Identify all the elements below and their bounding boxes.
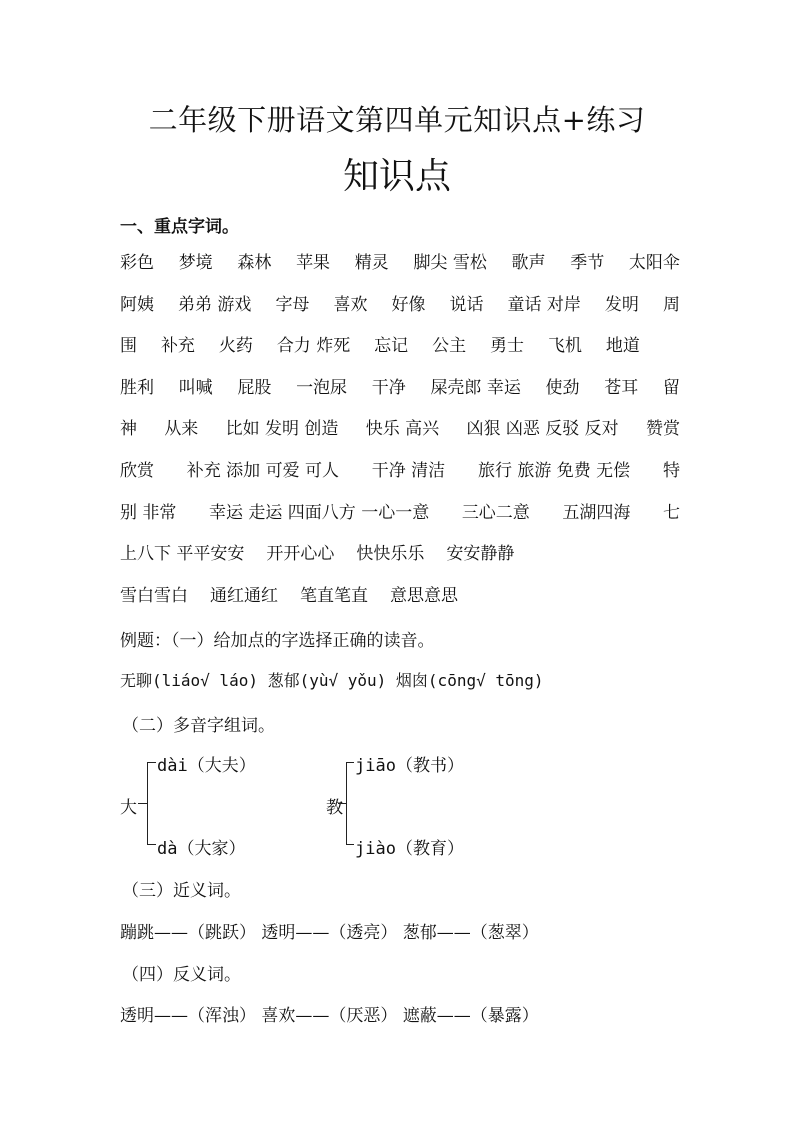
vocab-line	[120, 375, 680, 417]
vocab-word: 快乐 高兴	[365, 419, 440, 440]
vocab-block	[120, 250, 680, 624]
pinyin-choice-line: 无聊(liáo√ láo) 葱郁(yù√ yǒu) 烟囱(cōng√ tōng)	[120, 671, 544, 690]
vocab-word: 五湖四海	[562, 502, 631, 523]
vocab-line	[120, 500, 680, 542]
vocab-word: 地道	[605, 336, 640, 357]
document-subtitle: 知识点	[342, 156, 451, 197]
vocab-word: 使劲	[545, 377, 580, 398]
vocab-word: 好像	[391, 294, 426, 315]
bracket-line	[346, 762, 347, 844]
vocab-word: 笔直笔直	[300, 585, 368, 606]
vocab-word: 合力 炸死	[276, 336, 351, 357]
vocab-line	[120, 333, 680, 375]
bracket-tick	[138, 803, 147, 804]
bracket-tick	[346, 844, 354, 845]
vocab-word: 脚尖 雪松	[413, 253, 487, 273]
vocab-word: 季节	[570, 253, 605, 273]
polyphone-char: 大	[120, 798, 137, 818]
vocab-word: 飞机	[547, 336, 582, 357]
vocab-word: 忘记	[374, 336, 409, 357]
vocab-word: 周	[662, 294, 680, 315]
vocab-word: 干净	[371, 377, 406, 398]
vocab-word: 补充	[160, 336, 195, 357]
vocab-word: 意思意思	[390, 585, 458, 606]
vocab-word: 公主	[432, 336, 467, 357]
vocab-line	[120, 416, 680, 458]
vocab-word: 干净 清洁	[371, 460, 446, 481]
vocab-word: 说话	[449, 294, 484, 315]
vocab-word: 字母	[275, 294, 310, 315]
vocab-line	[120, 541, 680, 583]
vocab-word: 童话 对岸	[507, 294, 581, 315]
vocab-word: 屁股	[237, 377, 272, 398]
polyphone-reading: jiào（教育）	[355, 839, 464, 859]
vocab-word: 快快乐乐	[356, 544, 425, 565]
antonym-line: 透明——（浑浊） 喜欢——（厌恶） 遮蔽——（暴露）	[120, 1006, 539, 1026]
vocab-word: 歌声	[511, 253, 546, 273]
bracket-tick	[147, 762, 156, 763]
example-question-label: 例题：（一）给加点的字选择正确的读音。	[120, 631, 435, 651]
vocab-word: 屎壳郎 幸运	[430, 377, 521, 398]
vocab-word: 叫喊	[178, 377, 213, 398]
vocab-word: 留	[662, 377, 680, 398]
polyphone-char: 教	[326, 798, 343, 818]
vocab-word: 勇士	[490, 336, 525, 357]
synonym-section-label: （三）近义词。	[122, 881, 241, 901]
polyphone-reading: dà（大家）	[157, 839, 246, 859]
vocab-word: 森林	[237, 253, 272, 273]
vocab-word: 欣赏	[120, 460, 154, 481]
vocab-word: 三心二意	[461, 502, 530, 523]
antonym-section-label: （四）反义词。	[122, 965, 241, 985]
vocab-word: 围	[120, 336, 137, 357]
vocab-word: 从来	[164, 419, 199, 440]
vocab-word: 苍耳	[604, 377, 639, 398]
vocab-word: 太阳伞	[628, 253, 680, 273]
vocab-word: 凶狠 凶恶 反驳 反对	[466, 419, 619, 440]
vocab-line	[120, 250, 680, 292]
vocab-word: 喜欢	[333, 294, 368, 315]
vocab-line	[120, 292, 680, 334]
vocab-word: 特	[662, 460, 680, 481]
vocab-word: 火药	[218, 336, 253, 357]
bracket-tick	[338, 803, 346, 804]
vocab-word: 补充 添加 可爱 可人	[186, 460, 339, 481]
vocab-word: 一泡尿	[296, 377, 348, 398]
vocab-word: 通红通红	[210, 585, 278, 606]
vocab-line	[120, 458, 680, 500]
polyphone-reading: dài（大夫）	[157, 756, 256, 776]
vocab-word: 苹果	[296, 253, 331, 273]
polyphone-section-label: （二）多音字组词。	[122, 716, 275, 736]
vocab-word: 梦境	[178, 253, 213, 273]
vocab-word: 胜利	[120, 377, 154, 398]
vocab-word: 发明	[604, 294, 639, 315]
vocab-word: 精灵	[354, 253, 389, 273]
vocab-word: 阿姨	[120, 294, 154, 315]
vocab-word: 彩色	[120, 253, 154, 273]
bracket-tick	[147, 844, 156, 845]
vocab-word: 神	[120, 419, 137, 440]
vocab-word: 赞赏	[646, 419, 680, 440]
bracket-line	[147, 762, 148, 844]
vocab-word: 别 非常	[120, 502, 177, 523]
vocab-word: 比如 发明 创造	[225, 419, 339, 440]
vocab-word: 幸运 走运 四面八方 一心一意	[209, 502, 430, 523]
vocab-word: 弟弟 游戏	[178, 294, 252, 315]
synonym-line: 蹦跳——（跳跃） 透明——（透亮） 葱郁——（葱翠）	[120, 923, 539, 943]
vocab-word: 上八下 平平安安	[120, 544, 245, 565]
vocab-word: 旅行 旅游 免费 无偿	[477, 460, 631, 481]
vocab-line	[120, 583, 680, 625]
vocab-word: 雪白雪白	[120, 585, 188, 606]
bracket-tick	[346, 762, 354, 763]
vocab-word: 安安静静	[446, 544, 515, 565]
vocab-word: 开开心心	[266, 544, 335, 565]
section-heading-key-words: 一、重点字词。	[120, 217, 239, 237]
document-title: 二年级下册语文第四单元知识点+练习	[148, 103, 646, 137]
polyphone-reading: jiāo（教书）	[355, 756, 464, 776]
vocab-word: 七	[663, 502, 680, 523]
